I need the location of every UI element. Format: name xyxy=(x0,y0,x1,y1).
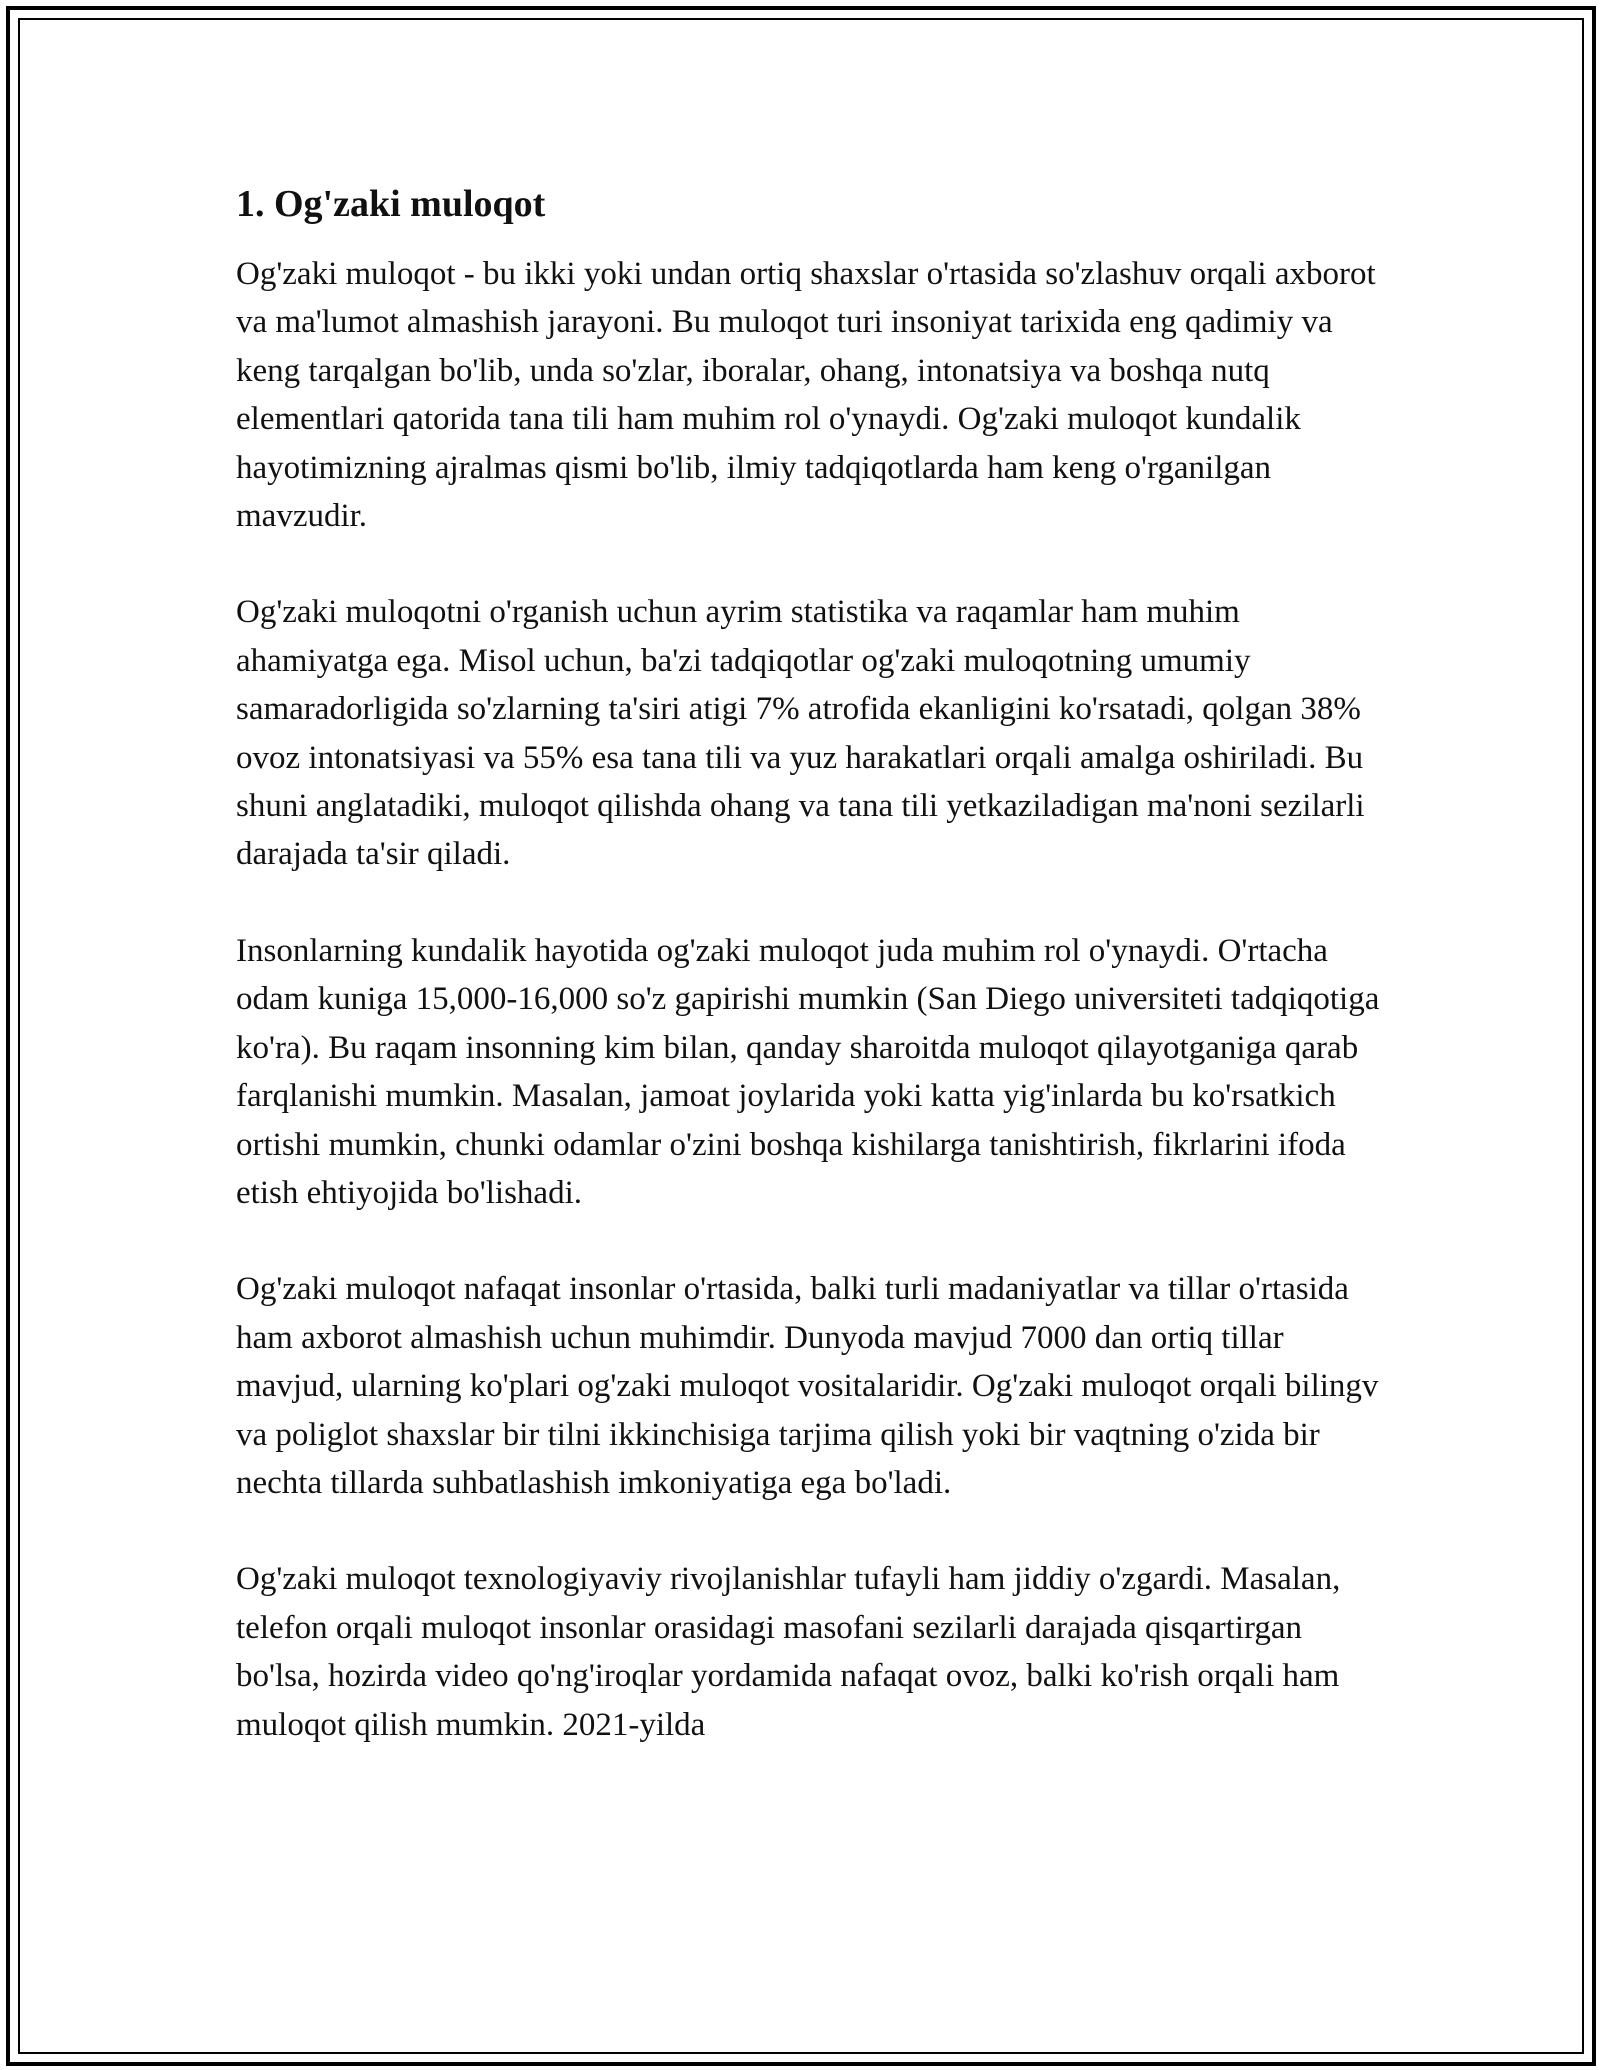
section-heading: 1. Og'zaki muloqot xyxy=(236,183,546,225)
paragraph-5: Og'zaki muloqot texnologiyaviy rivojlanishlar tufayli ham jiddiy o'zgardi. Masalan, telefon orqali muloqot insonlar orasidagi masofani sezilarli darajada qisqartirgan bo'lsa, hozirda video qo'ng'iroqlar yordamida nafaqat ovoz, balki ko'rish orqali ham muloqot qilish mumkin. 2021-yilda xyxy=(236,1561,1341,1743)
paragraph-2: Og'zaki muloqotni o'rganish uchun ayrim statistika va raqamlar ham muhim ahamiyatga ega. Misol uchun, ba'zi tadqiqotlar og'zaki muloqotning umumiy samaradorligida so'zlarning ta'siri atigi 7% atrofida ekanligini ko'rsatadi, qolgan 38% ovoz intonatsiyasi va 55% esa tana tili va yuz harakatlari orqali amalga oshiriladi. Bu shuni anglatadiki, muloqot qilishda ohang va tana tili yetkaziladigan ma'noni sezilarli darajada ta'sir qiladi. xyxy=(236,594,1365,873)
paragraph-4: Og'zaki muloqot nafaqat insonlar o'rtasida, balki turli madaniyatlar va tillar o'rtasida ham axborot almashish uchun muhimdir. Dunyoda mavjud 7000 dan ortiq tillar mavjud, ularning ko'plari og'zaki muloqot vositalaridir. Og'zaki muloqot orqali bilingv va poliglot shaxslar bir tilni ikkinchisiga tarjima qilish yoki bir vaqtning o'zida bir nechta tillarda suhbatlashish imkoniyatiga ega bo'ladi. xyxy=(236,1271,1379,1501)
paragraph-3: Insonlarning kundalik hayotida og'zaki muloqot juda muhim rol o'ynaydi. O'rtacha odam kuniga 15,000-16,000 so'z gapirishi mumkin (San Diego universiteti tadqiqotiga ko'ra). Bu raqam insonning kim bilan, qanday sharoitda muloqot qilayotganiga qarab farqlanishi mumkin. Masalan, jamoat joylarida yoki katta yig'inlarda bu ko'rsatkich ortishi mumkin, chunki odamlar o'zini boshqa kishilarga tanishtirish, fikrlarini ifoda etish ehtiyojida bo'lishadi. xyxy=(236,932,1380,1211)
paragraph-1: Og'zaki muloqot - bu ikki yoki undan ortiq shaxslar o'rtasida so'zlashuv orqali axborot va ma'lumot almashish jarayoni. Bu muloqot turi insoniyat tarixida eng qadimiy va keng tarqalgan bo'lib, unda so'zlar, iboralar, ohang, intonatsiya va boshqa nutq elementlari qatorida tana tili ham muhim rol o'ynaydi. Og'zaki muloqot kundalik hayotimizning ajralmas qismi bo'lib, ilmiy tadqiqotlarda ham keng o'rganilgan mavzudir. xyxy=(236,256,1376,535)
document-body xyxy=(236,182,1386,1797)
